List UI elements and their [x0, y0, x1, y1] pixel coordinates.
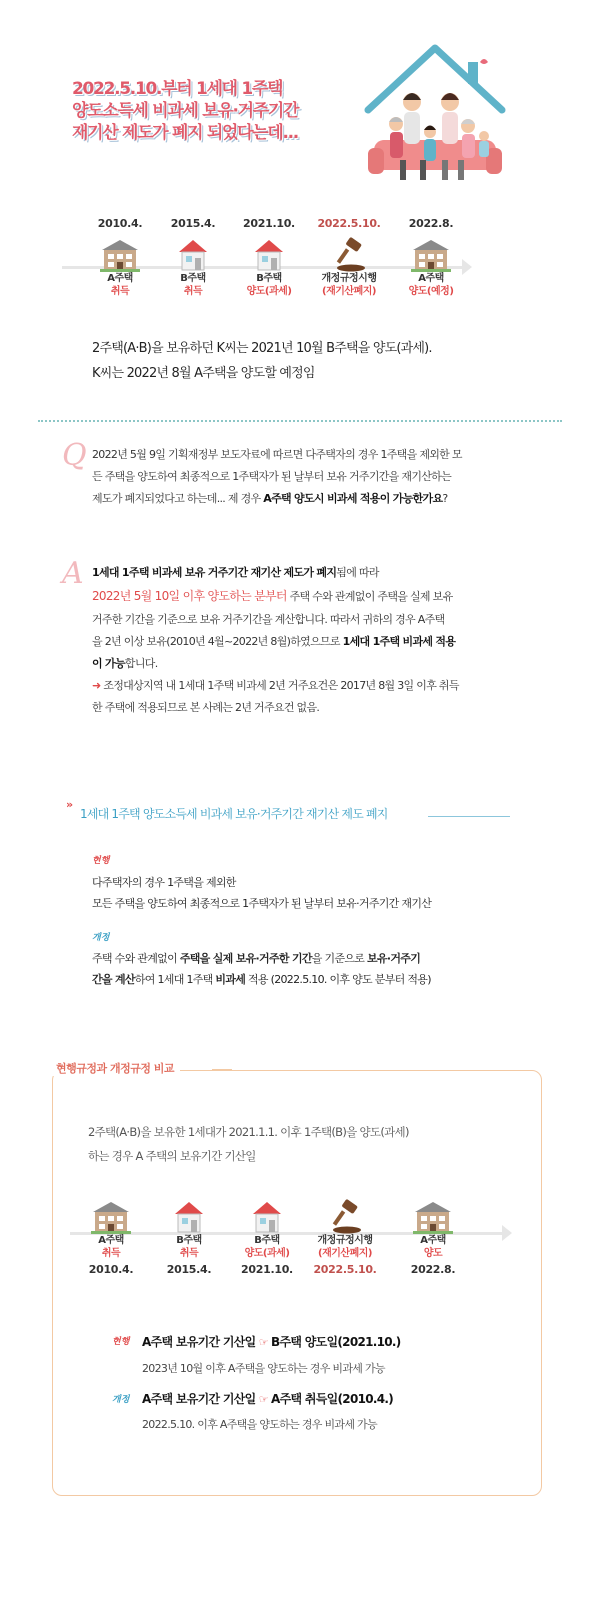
house-icon	[171, 236, 215, 272]
section-heading-line	[428, 816, 510, 817]
timeline-item	[222, 1198, 312, 1276]
timeline-action: 양도(예정)	[408, 286, 454, 297]
house-icon	[245, 1198, 289, 1234]
timeline-name: A주택	[420, 1235, 446, 1246]
comparison-box-label: 현행규정과 개정규정 비교	[50, 1060, 180, 1076]
timeline-date: 2022.8.	[408, 217, 454, 230]
question-text-bold: A주택 양도시 비과세 적용이 가능한가요	[263, 492, 443, 505]
revised-bold: 비과세	[215, 973, 246, 986]
timeline-item	[144, 1198, 234, 1276]
timeline-date: 2022.8.	[410, 1263, 456, 1276]
timeline-date: 2022.5.10.	[313, 1263, 377, 1276]
summary-line: 2주택(A·B)을 보유하던 K씨는 2021년 10월 B주택을 양도(과세).	[92, 341, 432, 356]
answer-line	[92, 631, 532, 653]
timeline-date: 2021.10.	[243, 217, 295, 230]
label-line	[212, 1069, 232, 1070]
timeline-date: 2015.4.	[170, 217, 216, 230]
timeline-name: B주택	[256, 273, 282, 284]
house-icon	[247, 236, 291, 272]
answer-plain: 됨에 따라	[336, 566, 379, 579]
timeline-arrow-icon	[502, 1225, 512, 1241]
timeline-action: 취득	[110, 286, 130, 297]
timeline-name: B주택	[176, 1235, 202, 1246]
timeline-action: 취득	[183, 286, 203, 297]
answer-bold: 이 가능	[92, 657, 125, 670]
revised-comparison-row	[142, 1390, 393, 1407]
timeline-action: 취득	[179, 1248, 199, 1259]
timeline-name: A주택	[98, 1235, 124, 1246]
page-title	[72, 78, 372, 144]
answer-plain: 합니다.	[124, 657, 158, 670]
current-tag: 현행	[92, 856, 110, 866]
title-line-3: 재기산 제도가 폐지 되었다는데...	[72, 123, 298, 143]
revised-tag: 개정	[112, 1395, 130, 1405]
revised-bold: 보유·거주기	[367, 952, 421, 965]
answer-line	[92, 653, 532, 675]
question-line: 2022년 5월 9일 기획재정부 보도자료에 따르면 다주택자의 경우 1주택을 제외한 모	[92, 448, 462, 461]
revised-tag: 개정	[92, 933, 110, 943]
timeline-item	[66, 1198, 156, 1276]
timeline-name: A주택	[107, 273, 133, 284]
apartment-icon	[409, 236, 453, 272]
current-comparison-row	[142, 1333, 401, 1350]
revised-plain: 을 기준으로	[311, 952, 368, 965]
timeline-name: 개정규정시행	[317, 1235, 373, 1246]
revised-bold: 주택을 실제 보유·거주한 기간	[179, 952, 312, 965]
title-line-2: 양도소득세 비과세 보유·거주기간	[72, 101, 299, 121]
case-summary	[92, 336, 432, 386]
question-letter: Q	[62, 438, 87, 473]
comparison-value: A주택 취득일(2010.4.)	[271, 1392, 394, 1406]
timeline-date: 2021.10.	[241, 1263, 293, 1276]
answer-note-text: 조정대상지역 내 1세대 1주택 비과세 2년 거주요건은 2017년 8월 3일 이후 취득	[103, 679, 459, 692]
timeline-item	[386, 217, 476, 298]
question-text	[92, 444, 532, 510]
pointing-hand-icon: ☞	[258, 1336, 268, 1349]
timeline-date: 2010.4.	[88, 1263, 134, 1276]
timeline-item	[388, 1198, 478, 1276]
timeline-item	[304, 217, 394, 298]
title-line-1: 2022.5.10.부터 1세대 1주택	[72, 79, 283, 99]
timeline-date: 2010.4.	[97, 217, 143, 230]
intro-line: 하는 경우 A 주택의 보유기간 기산일	[88, 1149, 256, 1163]
question-line: 든 주택을 양도하여 최종적으로 1주택자가 된 날부터 보유 거주기간을 재기산하는	[92, 470, 452, 483]
timeline-item	[300, 1198, 390, 1276]
section-heading: 1세대 1주택 양도소득세 비과세 보유·거주기간 재기산 제도 폐지	[80, 807, 388, 821]
comparison-value: B주택 양도일(2021.10.)	[271, 1335, 401, 1349]
timeline-action: 양도(과세)	[244, 1248, 290, 1259]
answer-plain: 주택 수와 관계없이 주택을 실제 보유	[286, 590, 453, 603]
answer-highlight: 2022년 5월 10일 이후 양도하는 분부터	[92, 589, 287, 603]
revised-plain: 주택 수와 관계없이	[92, 952, 180, 965]
family-house-illustration	[360, 40, 510, 190]
timeline-name: B주택	[254, 1235, 280, 1246]
summary-line: K씨는 2022년 8월 A주택을 양도할 예정임	[92, 366, 315, 381]
comparison-label: A주택 보유기간 기산일	[142, 1392, 256, 1406]
current-comparison-note: 2023년 10월 이후 A주택을 양도하는 경우 비과세 가능	[142, 1362, 385, 1375]
current-tag: 현행	[112, 1337, 130, 1347]
current-rule-line: 다주택자의 경우 1주택을 제외한	[92, 876, 236, 889]
timeline-action: (재기산폐지)	[318, 1248, 372, 1259]
answer-note: 한 주택에 적용되므로 본 사례는 2년 거주요건 없음.	[92, 701, 320, 714]
question-text-plain: 제도가 폐지되었다고 하는데... 제 경우	[92, 492, 264, 505]
answer-note	[92, 675, 532, 697]
timeline-action: 양도	[423, 1248, 443, 1259]
revised-rule-line	[92, 948, 431, 969]
answer-text	[92, 562, 532, 719]
current-rule-line: 모든 주택을 양도하여 최종적으로 1주택자가 된 날부터 보유·거주기간 재기산	[92, 897, 432, 910]
timeline-action: 취득	[101, 1248, 121, 1259]
answer-line: 거주한 기간을 기준으로 보유 거주기간을 계산합니다. 따라서 귀하의 경우 A주택	[92, 613, 445, 626]
revised-plain: 적용 (2022.5.10. 이후 양도 분부터 적용)	[245, 973, 431, 986]
timeline-action: 양도(과세)	[246, 286, 292, 297]
timeline-item	[224, 217, 314, 298]
revised-comparison-note: 2022.5.10. 이후 A주택을 양도하는 경우 비과세 가능	[142, 1418, 377, 1431]
answer-bold: 1세대 1주택 비과세 적용	[342, 635, 456, 648]
revised-plain: 하여 1세대 1주택	[134, 973, 216, 986]
revised-rule-line	[92, 969, 431, 990]
revised-bold: 간을 계산	[92, 973, 135, 986]
timeline-date: 2022.5.10.	[317, 217, 381, 230]
timeline-name: B주택	[180, 273, 206, 284]
timeline-name: A주택	[418, 273, 444, 284]
intro-line: 2주택(A·B)을 보유한 1세대가 2021.1.1. 이후 1주택(B)을 양도(과세)	[88, 1125, 409, 1139]
pointing-hand-icon: ☞	[258, 1393, 268, 1406]
timeline-action: (재기산폐지)	[322, 286, 376, 297]
gavel-icon	[327, 236, 371, 272]
section-divider	[38, 420, 562, 422]
apartment-icon	[89, 1198, 133, 1234]
timeline-name: 개정규정시행	[321, 273, 377, 284]
comparison-intro	[88, 1120, 409, 1168]
answer-letter: A	[62, 556, 84, 591]
answer-line	[92, 562, 532, 584]
comparison-label: A주택 보유기간 기산일	[142, 1335, 256, 1349]
apartment-icon	[411, 1198, 455, 1234]
double-chevron-icon: »	[66, 798, 74, 811]
answer-plain: 을 2년 이상 보유(2010년 4월~2022년 8월)하였으므로	[92, 635, 343, 648]
revised-rule-text	[92, 948, 431, 990]
answer-line	[92, 584, 532, 609]
question-line	[92, 488, 532, 510]
answer-bold: 1세대 1주택 비과세 보유 거주기간 재기산 제도가 폐지	[92, 566, 337, 579]
current-rule-text	[92, 872, 431, 914]
house-icon	[167, 1198, 211, 1234]
apartment-icon	[98, 236, 142, 272]
arrow-bullet-icon: ➜	[92, 679, 101, 692]
gavel-icon	[323, 1198, 367, 1234]
timeline-date: 2015.4.	[166, 1263, 212, 1276]
question-text-end: ?	[442, 492, 448, 505]
